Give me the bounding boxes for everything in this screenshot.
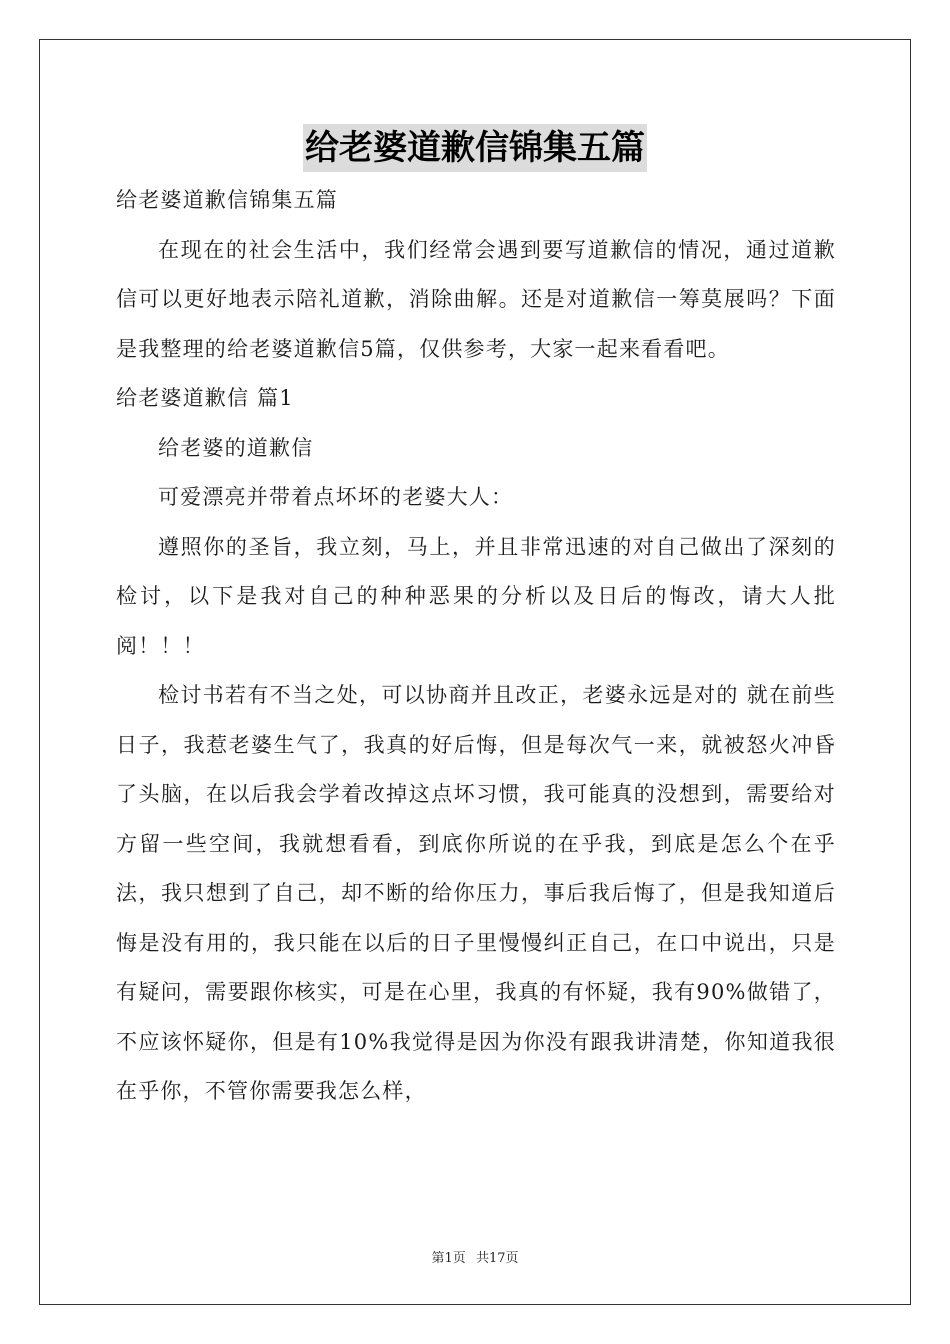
document-title: 给老婆道歉信锦集五篇 — [303, 124, 647, 172]
paragraph-body-2: 检讨书若有不当之处，可以协商并且改正，老婆永远是对的 就在前些日子，我惹老婆生气了，我真的好后悔，但是每次气一来，就被怒火冲昏了头脑，在以后我会学着改掉这点坏习惯，我可能真的没想到，需要给对方留一些空间，我就想看看，到底你所说的在乎我，到底是怎么个在乎法，我只想到了自己，却不断的给你压力，事后我后悔了，但是我知道后悔是没有用的，我只能在以后的日子里慢慢纠正自己，在口中说出，只是有疑问，需要跟你核实，可是在心里，我真的有怀疑，我有90%做错了，不应该怀疑你，但是有10%我觉得是因为你没有跟我讲清楚，你知道我很在乎你，不管你需要我怎么样， — [116, 683, 836, 1103]
paragraph-body-1: 遵照你的圣旨，我立刻，马上，并且非常迅速的对自己做出了深刻的检讨，以下是我对自己的种种恶果的分析以及日后的悔改，请大人批阅！！！ — [116, 534, 836, 658]
paragraph-subtitle: 给老婆道歉信锦集五篇 — [116, 188, 338, 212]
letter-title: 给老婆的道歉信 — [158, 435, 314, 460]
letter-salutation: 可爱漂亮并带着点坏坏的老婆大人： — [158, 485, 514, 509]
page-number: 第1页 — [431, 1251, 466, 1266]
document-body — [116, 176, 836, 1117]
document-title-wrap — [0, 124, 950, 172]
section-heading-1: 给老婆道歉信 篇1 — [116, 386, 294, 410]
page-total: 共17页 — [475, 1251, 519, 1266]
page-footer — [0, 1247, 950, 1266]
paragraph-intro: 在现在的社会生活中，我们经常会遇到要写道歉信的情况，通过道歉信可以更好地表示陪礼道歉，消除曲解。还是对道歉信一筹莫展吗？下面是我整理的给老婆道歉信5篇，仅供参考，大家一起来看看吧。 — [116, 237, 836, 361]
